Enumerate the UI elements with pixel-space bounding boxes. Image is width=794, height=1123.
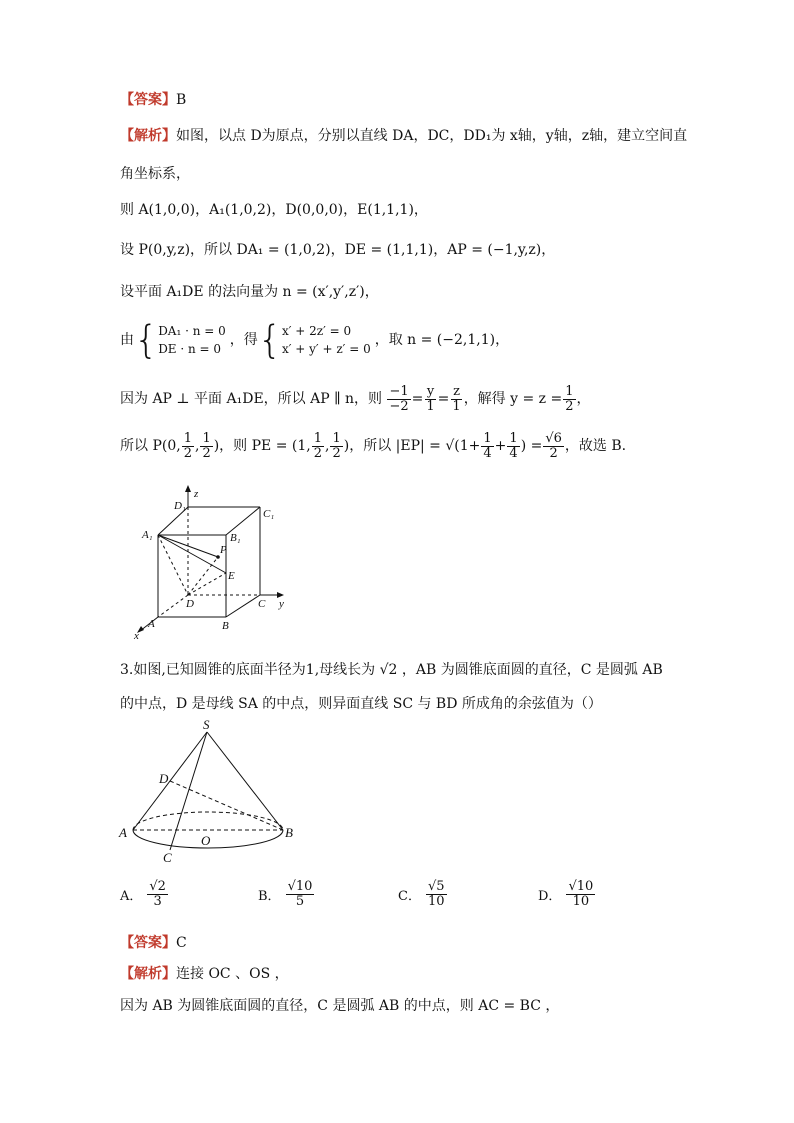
answer-value-3: C: [176, 935, 187, 951]
eq-1b: DE · n = 0: [158, 342, 222, 356]
label-C: C: [163, 850, 172, 865]
option-b[interactable]: [258, 880, 315, 908]
text-7b: ，解得 y = z =: [463, 391, 563, 408]
eq-2a: x′ + 2z′ = 0: [281, 324, 352, 338]
fraction-sqrt6: $\frac{√6}{2}$: [545, 431, 562, 461]
question-3-line-2: 的中点，D 是母线 SA 的中点，则异面直线 SC 与 BD 所成角的余弦值为（）: [120, 696, 602, 712]
analysis-line-3: 则 A(1,0,0)，A₁(1,0,2)，D(0,0,0)，E(1,1,1)，: [120, 202, 428, 218]
label-D1: D₁: [174, 500, 186, 512]
analysis-3-text: 连接 OC 、OS ，: [176, 966, 289, 982]
label-S: S: [203, 717, 210, 732]
label-P: P: [220, 544, 227, 556]
brace-left-2: {: [257, 317, 282, 362]
text-you: 由: [120, 332, 134, 348]
text-8d: ) =: [520, 438, 543, 455]
answer-tag: 【答案】: [120, 92, 176, 108]
fraction-half-b: $\frac{1}{2}$: [202, 431, 211, 461]
label-D: D: [159, 771, 169, 786]
label-B: B: [222, 620, 229, 632]
option-a[interactable]: [120, 880, 169, 908]
text-7a: 因为 AP ⊥ 平面 A₁DE，所以 AP ∥ n，则: [120, 391, 383, 408]
analysis-text: 如图，以点 D为原点，分别以直线 DA，DC，DD₁为 x轴，y轴，z轴，建立空间直: [176, 128, 688, 144]
eq-2b: x′ + y′ + z′ = 0: [281, 342, 371, 356]
option-b-value: $\frac{√10}{5}$: [287, 879, 313, 909]
fraction-1: $\frac{-1}{-2}$: [389, 384, 409, 414]
option-d-key: D．: [538, 888, 562, 904]
text-qu: ，取 n = (−2,1,1)，: [374, 332, 510, 348]
analysis-line-4: 设 P(0,y,z)，所以 DA₁ = (1,0,2)，DE = (1,1,1)，AP = (−1,y,z)，: [120, 242, 556, 258]
label-C: C: [258, 598, 266, 610]
analysis-tag: 【解析】: [120, 128, 176, 144]
label-O: O: [201, 833, 211, 848]
option-c[interactable]: [398, 880, 448, 908]
label-A: A: [119, 825, 127, 840]
fraction-quarter-b: $\frac{1}{4}$: [509, 431, 518, 461]
option-a-key: A．: [120, 888, 143, 904]
text-8b: )，则 PE = (1,: [213, 438, 311, 455]
fraction-2: $\frac{y}{1}$: [426, 384, 435, 414]
label-C1: C₁: [263, 508, 275, 520]
answer-line-1: [120, 92, 186, 109]
fraction-quarter-a: $\frac{1}{4}$: [483, 431, 492, 461]
label-D: D: [186, 598, 194, 610]
fraction-half-d: $\frac{1}{2}$: [332, 431, 341, 461]
fraction-4: $\frac{1}{2}$: [565, 384, 574, 414]
label-y: y: [279, 598, 284, 610]
equation-system-1: [158, 322, 226, 358]
option-c-value: $\frac{√5}{10}$: [427, 879, 445, 909]
eq-1a: DA₁ · n = 0: [158, 324, 226, 338]
answer-line-3: [120, 935, 187, 952]
text-8a: 所以 P(0,: [120, 438, 181, 455]
fraction-half-a: $\frac{1}{2}$: [183, 431, 192, 461]
cube-diagram: [130, 485, 300, 643]
analysis-line-7: 因为 AP ⊥ 平面 A₁DE，所以 AP ∥ n，则 $\frac{-1}{-2}$ = $\frac{y}{1}$ = $\frac{z}{1}$ ，解得 y = z = $\frac{1}{2}$ ，: [120, 384, 591, 414]
fraction-3: $\frac{z}{1}$: [452, 384, 461, 414]
text-de: ，得: [229, 332, 258, 348]
analysis-line-1: [120, 128, 687, 145]
label-B: B: [285, 825, 293, 840]
analysis-line-6: [120, 317, 510, 362]
label-E: E: [228, 570, 235, 582]
answer-tag-3: 【答案】: [120, 935, 176, 951]
cone-diagram: [115, 716, 305, 866]
brace-left: {: [134, 317, 159, 362]
analysis-3-line-1: [120, 966, 289, 983]
text-8c: )，所以 |EP| = √(1+: [343, 438, 481, 455]
question-3-line-1: 3.如图,已知圆锥的底面半径为1,母线长为 √2 ，AB 为圆锥底面圆的直径，C 是圆弧 AB: [120, 662, 663, 678]
option-b-key: B．: [258, 888, 281, 904]
label-A: A: [148, 618, 155, 630]
analysis-line-2: 角坐标系，: [120, 166, 190, 182]
fraction-half-c: $\frac{1}{2}$: [313, 431, 323, 461]
label-B1: B₁: [230, 532, 241, 544]
analysis-3-line-2: 因为 AB 为圆锥底面圆的直径，C 是圆弧 AB 的中点，则 AC = BC ，: [120, 998, 560, 1014]
option-c-key: C．: [398, 888, 421, 904]
analysis-line-8: 所以 P(0, $\frac{1}{2}$ , $\frac{1}{2}$ )，则 PE = (1, $\frac{1}{2}$ , $\frac{1}{2}$ )，所以 |EP| = √(1+ $\frac{1}{4}$ + $\frac{1}{4}$ ) = $\frac{√6}{2}$ ，故选 B.: [120, 431, 627, 461]
analysis-line-5: 设平面 A₁DE 的法向量为 n = (x′,y′,z′)，: [120, 284, 379, 300]
equation-system-2: [282, 322, 371, 358]
analysis-tag-3: 【解析】: [120, 966, 176, 982]
label-z: z: [194, 488, 199, 500]
label-A1: A₁: [142, 529, 153, 541]
label-x: x: [134, 630, 139, 642]
text-8e: ，故选 B.: [564, 438, 627, 455]
answer-value: B: [176, 92, 187, 108]
option-a-value: $\frac{√2}{3}$: [149, 879, 166, 909]
option-d[interactable]: [538, 880, 596, 908]
text-7c: ，: [576, 391, 591, 408]
option-d-value: $\frac{√10}{10}$: [568, 879, 594, 909]
